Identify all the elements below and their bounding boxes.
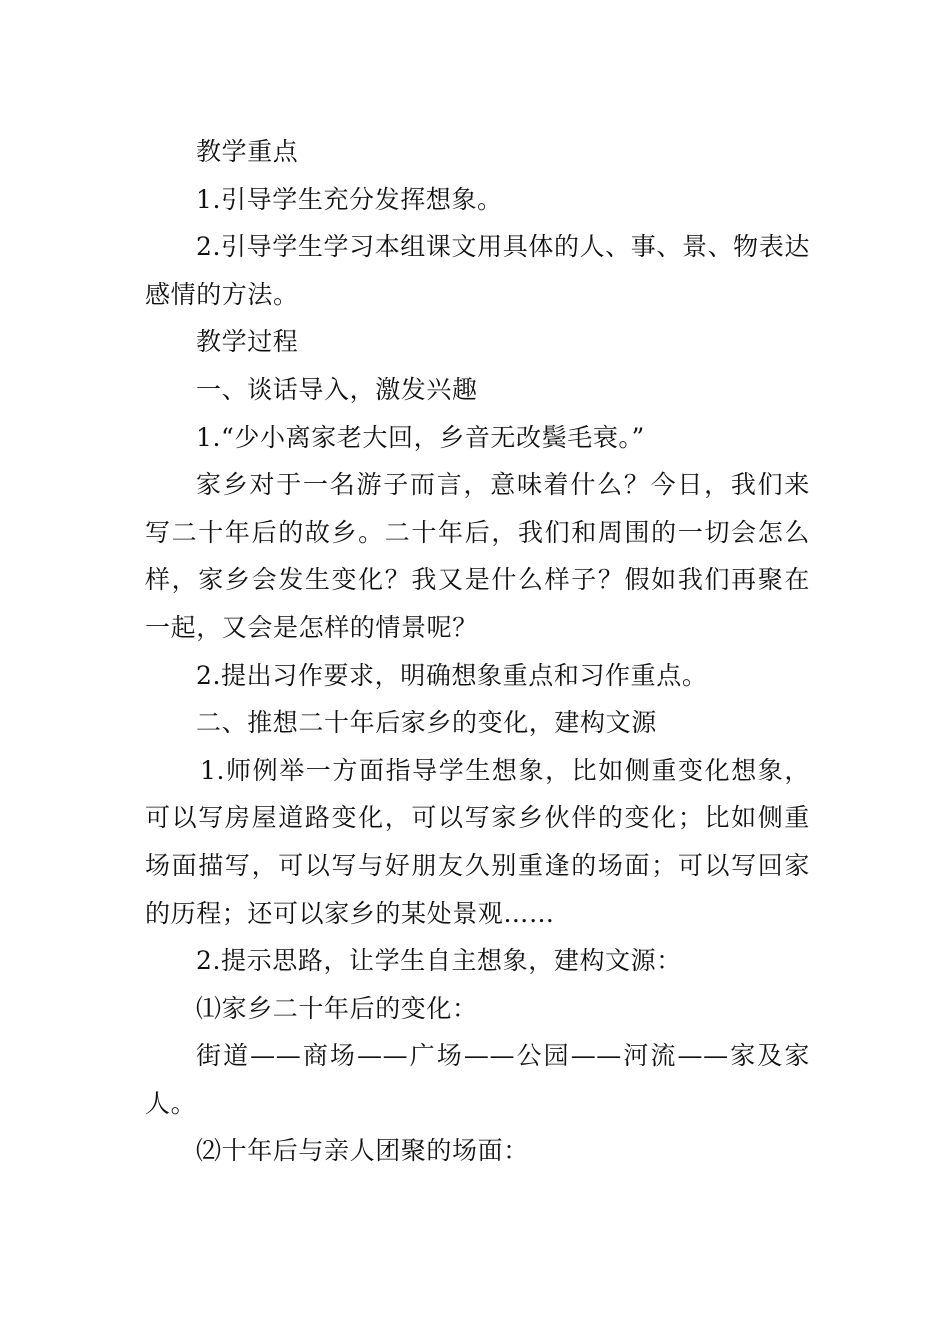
section-heading-2: 二、推想二十年后家乡的变化，建构文源: [196, 708, 657, 738]
sub-item-2: ⑵十年后与亲人团聚的场面：: [196, 1136, 529, 1166]
sub-item-1: ⑴家乡二十年后的变化：: [196, 993, 478, 1023]
section-heading-1: 一、谈话导入，激发兴趣: [196, 374, 478, 404]
example-paragraph: 1.师例举一方面指导学生想象，比如侧重变化想象，可以写房屋道路变化，可以写家乡伙伴的变化；比如侧重场面描写，可以写与好朋友久别重逢的场面；可以写回家的历程；还可以家乡的某处景观……: [145, 755, 810, 928]
poem-quote: 1.“少小离家老大回，乡音无改鬓毛衰。”: [196, 422, 645, 452]
heading-teaching-focus: 教学重点: [196, 137, 299, 166]
document-body: [145, 128, 810, 1175]
sequence-line: 街道——商场——广场——公园——河流——家及家人。: [145, 1041, 810, 1118]
heading-teaching-process: 教学过程: [196, 327, 299, 357]
intro-paragraph: 家乡对于一名游子而言，意味着什么？今日，我们来写二十年后的故乡。二十年后，我们和周围的一切会怎么样，家乡会发生变化？我又是什么样子？假如我们再聚在一起，又会是怎样的情景呢？: [145, 470, 810, 642]
focus-item-1: 1.引导学生充分发挥想象。: [196, 184, 503, 214]
requirement-item: 2.提出习作要求，明确想象重点和习作重点。: [196, 660, 708, 690]
focus-item-2: 2.引导学生学习本组课文用具体的人、事、景、物表达感情的方法。: [145, 232, 810, 309]
hint-item: 2.提示思路，让学生自主想象，建构文源：: [196, 946, 682, 976]
